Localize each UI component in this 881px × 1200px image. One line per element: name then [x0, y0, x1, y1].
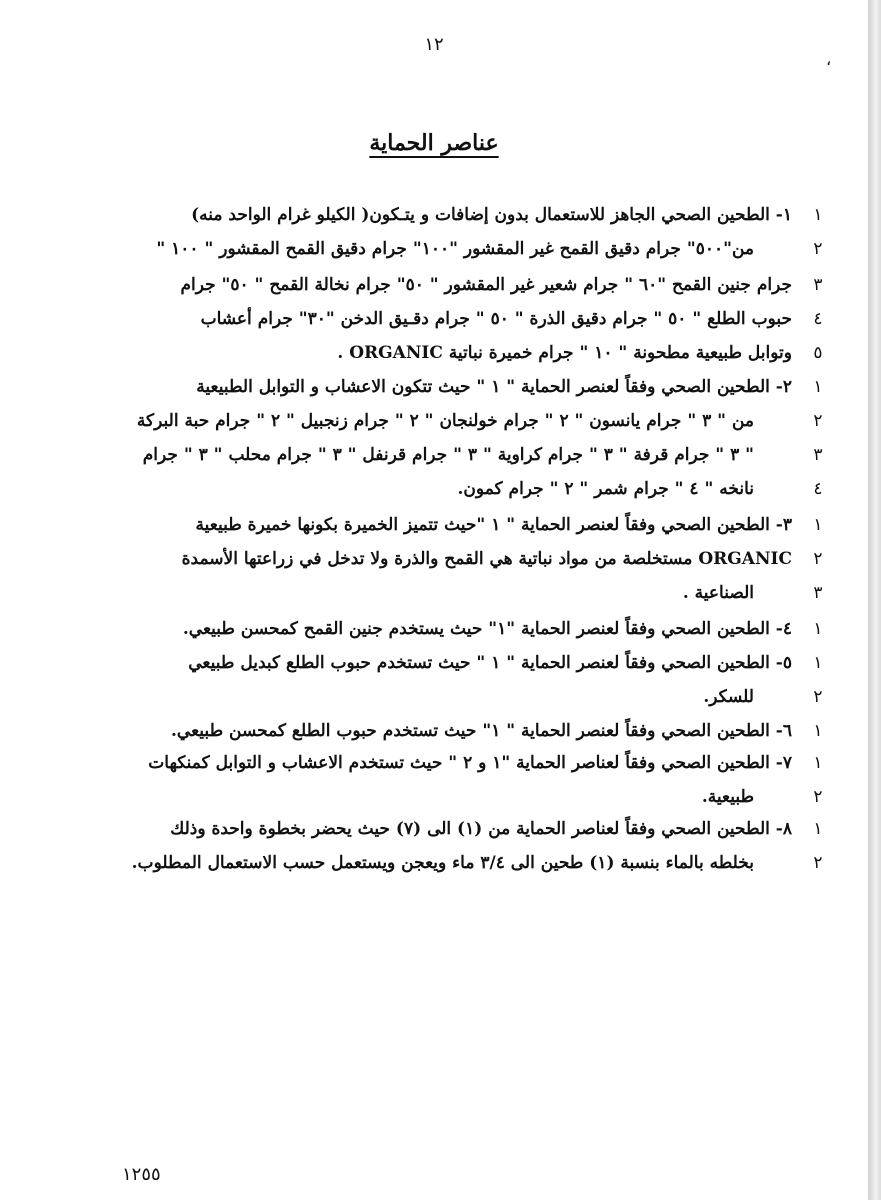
line-number: ٤	[813, 479, 823, 499]
line-number: ٣	[813, 583, 823, 603]
title-text: عناصر الحماية	[369, 130, 499, 156]
line-number: ١	[813, 515, 823, 535]
claim-line	[130, 438, 830, 472]
line-text: ٢- الطحين الصحي وفقاً لعنصر الحماية " ١ " حيث تتكون الاعشاب و التوابل الطبيعية	[196, 377, 792, 397]
claim-line	[130, 646, 830, 680]
line-number: ٢	[813, 787, 823, 807]
claim-line	[130, 370, 830, 404]
line-text: بخلطه بالماء بنسبة (١) طحين الى ٣/٤ ماء ويعجن ويستعمل حسب الاستعمال المطلوب.	[131, 853, 754, 873]
line-text: " ٣ " جرام قرفة " ٣ " جرام كراوية " ٣ " جرام قرنفل " ٣ " جرام محلب " ٣ " جرام	[142, 445, 754, 465]
page-edge	[868, 0, 881, 1200]
line-text: ٤- الطحين الصحي وفقاً لعنصر الحماية "١" حيث يستخدم جنين القمح كمحسن طبيعي.	[182, 619, 792, 639]
line-text: ٧- الطحين الصحي وفقاً لعناصر الحماية "١ و ٢ " حيث تستخدم الاعشاب و التوابل كمنكهات	[148, 753, 792, 773]
claim-line	[130, 612, 830, 646]
line-number: ٣	[813, 445, 823, 465]
line-text: ORGANIC مستخلصة من مواد نباتية هي القمح والذرة ولا تدخل في زراعتها الأسمدة	[181, 549, 792, 569]
line-text: نانخه " ٤ " جرام شمر " ٢ " جرام كمون.	[457, 479, 754, 499]
claim-line	[130, 336, 830, 370]
line-text: جرام جنين القمح "٦٠ " جرام شعير غير المقشور " ٥٠" جرام نخالة القمح " ٥٠" جرام	[180, 275, 792, 295]
line-text: من"٥٠٠" جرام دقيق القمح غير المقشور "١٠٠" جرام دقيق القمح المقشور " ١٠٠ "	[156, 239, 754, 259]
line-number: ٣	[813, 275, 823, 295]
line-number: ١	[813, 721, 823, 741]
line-number: ٢	[813, 687, 823, 707]
line-number: ٢	[813, 411, 823, 431]
line-text: حبوب الطلع " ٥٠ " جرام دقيق الذرة " ٥٠ " جرام دقـيق الدخن "٣٠" جرام أعشاب	[200, 309, 792, 329]
line-text: ٥- الطحين الصحي وفقاً لعنصر الحماية " ١ " حيث تستخدم حبوب الطلع كبديل طبيعي	[188, 653, 792, 673]
line-text: وتوابل طبيعية مطحونة " ١٠ " جرام خميرة نباتية ORGANIC .	[337, 343, 792, 363]
claim-line	[130, 302, 830, 336]
claim-line	[130, 472, 830, 506]
line-number: ١	[813, 819, 823, 839]
line-text: طبيعية.	[701, 787, 754, 807]
claim-line	[130, 542, 830, 576]
claim-line	[130, 812, 830, 846]
line-number: ٢	[813, 239, 823, 259]
line-number: ١	[813, 377, 823, 397]
line-number: ١	[813, 653, 823, 673]
page-number-top: ١٢	[424, 34, 444, 55]
claim-line	[130, 746, 830, 780]
corner-mark: ،	[826, 50, 832, 69]
claim-line	[130, 198, 830, 232]
line-text: ٣- الطحين الصحي وفقاً لعنصر الحماية " ١ "حيث تتميز الخميرة بكونها خميرة طبيعية	[195, 515, 792, 535]
line-text: من " ٣ " جرام يانسون " ٢ " جرام خولنجان " ٢ " جرام زنجبيل " ٢ " جرام حبة البركة	[136, 411, 754, 431]
line-number: ١	[813, 753, 823, 773]
line-number: ٢	[813, 549, 823, 569]
claim-line	[130, 846, 830, 880]
page-title	[0, 130, 868, 156]
line-number: ٤	[813, 309, 823, 329]
claim-line	[130, 780, 830, 814]
claim-line	[130, 268, 830, 302]
claim-line	[130, 680, 830, 714]
line-number: ٥	[813, 343, 823, 363]
claim-line	[130, 714, 830, 748]
line-text: ٨- الطحين الصحي وفقاً لعناصر الحماية من (١) الى (٧) حيث يحضر بخطوة واحدة وذلك	[170, 819, 792, 839]
claim-line	[130, 576, 830, 610]
line-number: ٢	[813, 853, 823, 873]
claim-line	[130, 404, 830, 438]
line-number: ١	[813, 619, 823, 639]
line-text: للسكر.	[703, 687, 754, 707]
page-number-footer: ١٢٥٥	[122, 1164, 161, 1185]
claim-line	[130, 232, 830, 266]
line-number: ١	[813, 205, 823, 225]
claim-line	[130, 508, 830, 542]
line-text: ١- الطحين الصحي الجاهز للاستعمال بدون إضافات و يتـكون( الكيلو غرام الواحد منه)	[191, 205, 792, 225]
line-text: ٦- الطحين الصحي وفقاً لعنصر الحماية " ١" حيث تستخدم حبوب الطلع كمحسن طبيعي.	[171, 721, 792, 741]
line-text: الصناعية .	[682, 583, 754, 603]
